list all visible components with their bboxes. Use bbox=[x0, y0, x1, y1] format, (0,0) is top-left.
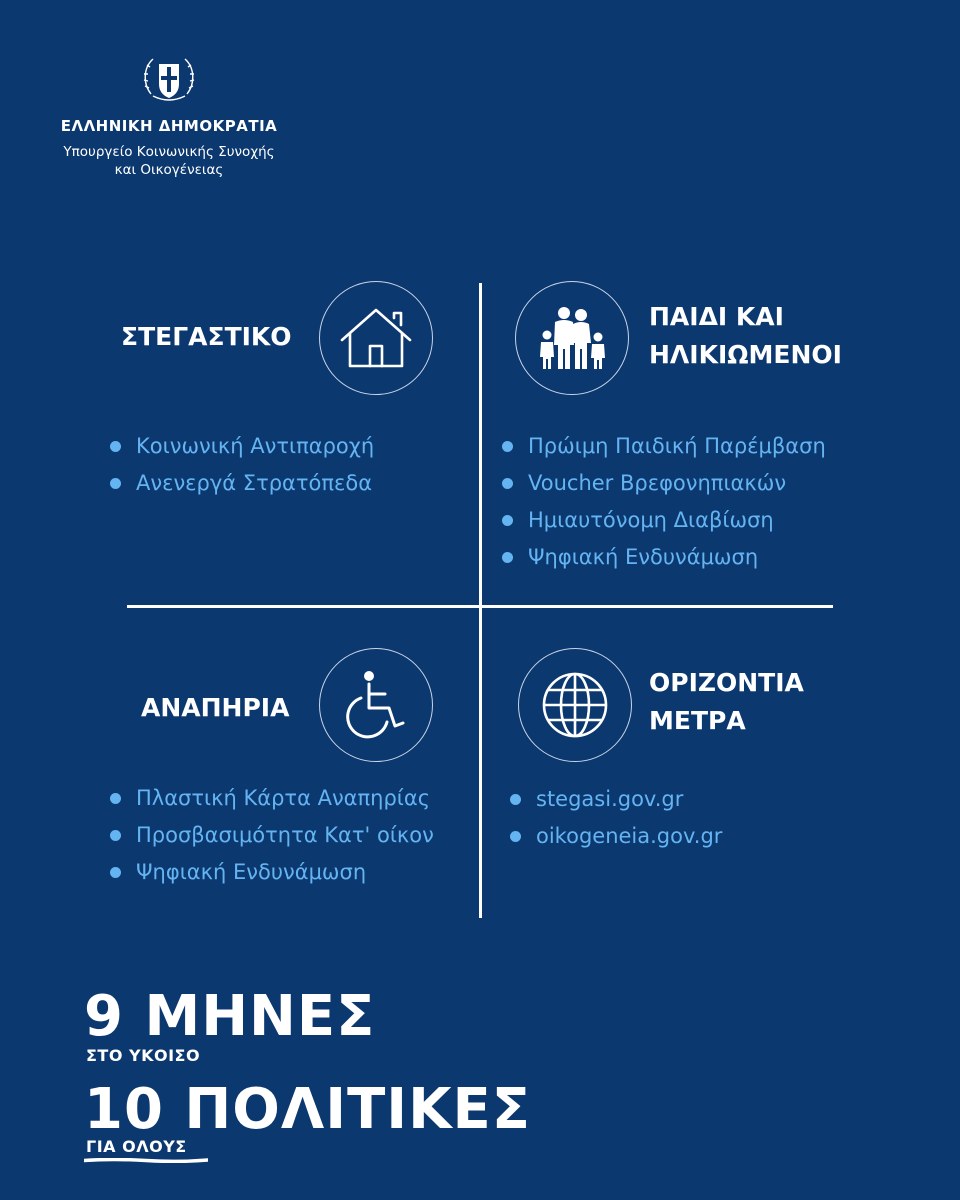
headline-months: 9 ΜΗΝΕΣ bbox=[84, 984, 376, 1049]
bullet-dot bbox=[110, 478, 121, 489]
ministry-line-2: και Οικογένειας bbox=[114, 162, 224, 178]
list-item: Ψηφιακή Ενδυνάμωση bbox=[502, 539, 826, 576]
housing-title: ΣΤΕΓΑΣΤΙΚΟ bbox=[121, 322, 292, 351]
list-item: Πλαστική Κάρτα Αναπηρίας bbox=[110, 780, 434, 817]
list-item: Voucher Βρεφονηπιακών bbox=[502, 465, 826, 502]
children-elderly-title bbox=[649, 298, 842, 374]
list-item[interactable] bbox=[510, 781, 722, 818]
bullet-dot bbox=[110, 441, 121, 452]
list-item[interactable] bbox=[510, 818, 722, 855]
coat-of-arms-icon bbox=[139, 50, 199, 110]
wheelchair-icon bbox=[343, 670, 409, 740]
bullet-dot bbox=[502, 552, 513, 563]
horizontal-divider bbox=[127, 605, 833, 608]
list-item: Πρώιμη Παιδική Παρέμβαση bbox=[502, 428, 826, 465]
horizontal-title-line-2: ΜΕΤΡΑ bbox=[649, 706, 746, 735]
ministry-line-1: Υπουργείο Κοινωνικής Συνοχής bbox=[63, 144, 275, 160]
bullet-dot bbox=[502, 515, 513, 526]
wheelchair-icon-circle bbox=[319, 648, 433, 762]
subtitle-ministry: ΣΤΟ ΥΚΟΙΣΟ bbox=[86, 1046, 201, 1065]
horizontal-measures-title bbox=[649, 664, 804, 740]
link-stegasi[interactable]: stegasi.gov.gr bbox=[536, 787, 684, 811]
horizontal-title-line-1: ΟΡΙΖΟΝΤΙΑ bbox=[649, 668, 804, 697]
brush-underline bbox=[84, 1158, 208, 1163]
globe-icon-circle bbox=[518, 648, 632, 762]
bullet-dot bbox=[510, 794, 521, 805]
bullet-dot bbox=[110, 867, 121, 878]
bullet-dot bbox=[502, 478, 513, 489]
house-icon bbox=[338, 306, 414, 370]
horizontal-list bbox=[510, 781, 722, 855]
family-icon bbox=[536, 305, 608, 371]
bullet-dot bbox=[110, 830, 121, 841]
vertical-divider bbox=[479, 283, 482, 918]
list-item: Κοινωνική Αντιπαροχή bbox=[110, 428, 374, 465]
globe-icon bbox=[541, 671, 609, 739]
link-oikogeneia[interactable]: oikogeneia.gov.gr bbox=[536, 824, 723, 848]
family-icon-circle bbox=[515, 281, 629, 395]
list-item: Ημιαυτόνομη Διαβίωση bbox=[502, 502, 826, 539]
bullet-dot bbox=[110, 793, 121, 804]
list-item: Ψηφιακή Ενδυνάμωση bbox=[110, 854, 434, 891]
disability-list bbox=[110, 780, 434, 891]
list-item: Προσβασιμότητα Κατ' οίκον bbox=[110, 817, 434, 854]
children-list bbox=[502, 428, 826, 576]
children-title-line-1: ΠΑΙΔΙ ΚΑΙ bbox=[649, 302, 784, 331]
housing-icon-circle bbox=[319, 281, 433, 395]
bullet-dot bbox=[502, 441, 513, 452]
disability-title: ΑΝΑΠΗΡΙΑ bbox=[141, 693, 290, 722]
list-item: Ανενεργά Στρατόπεδα bbox=[110, 465, 374, 502]
headline-policies: 10 ΠΟΛΙΤΙΚΕΣ bbox=[84, 1077, 532, 1142]
bullet-dot bbox=[510, 831, 521, 842]
housing-list bbox=[110, 428, 374, 502]
children-title-line-2: ΗΛΙΚΙΩΜΕΝΟΙ bbox=[649, 340, 842, 369]
org-name: ΕΛΛΗΝΙΚΗ ΔΗΜΟΚΡΑΤΙΑ bbox=[60, 117, 278, 135]
subtitle-for-all: ΓΙΑ ΟΛΟΥΣ bbox=[86, 1137, 187, 1156]
ministry-name bbox=[40, 143, 298, 179]
